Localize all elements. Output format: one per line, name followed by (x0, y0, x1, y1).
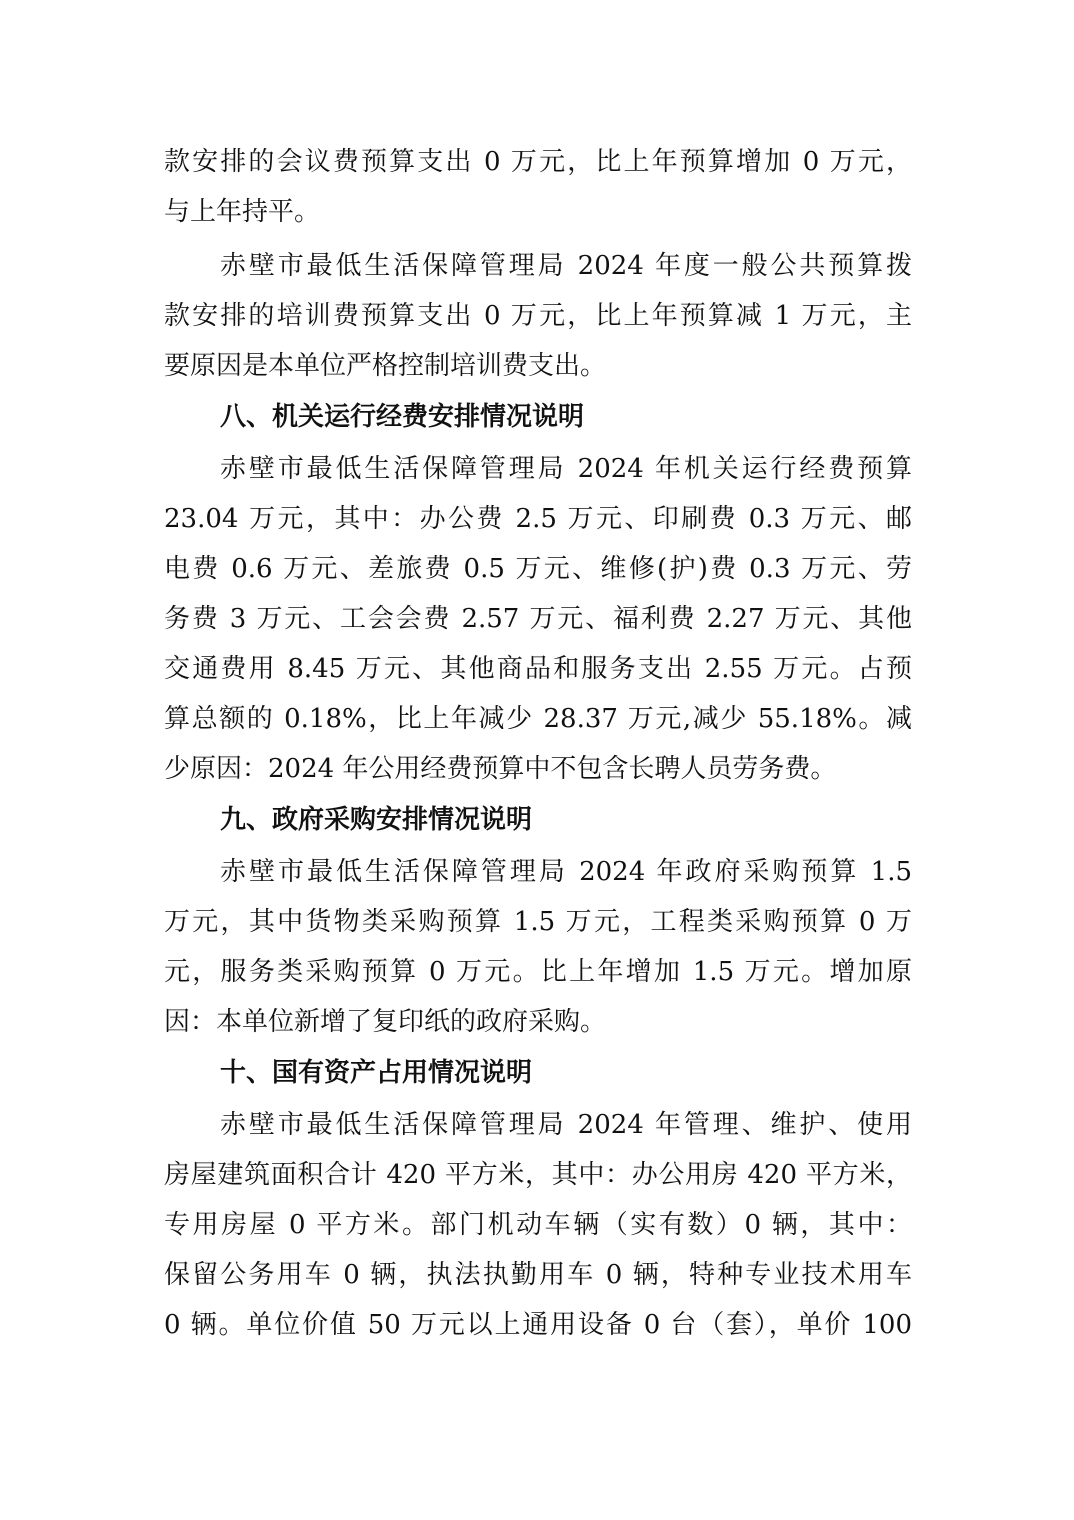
section-heading-operating-expenses: 八、机关运行经费安排情况说明 (220, 402, 585, 432)
paragraph-government-procurement (164, 847, 912, 1047)
text-line: 款安排的培训费预算支出 0 万元，比上年预算减 1 万元，主 (164, 301, 912, 331)
text-line: 少原因：2024 年公用经费预算中不包含长聘人员劳务费。 (164, 754, 837, 784)
text-line: 万元，其中货物类采购预算 1.5 万元，工程类采购预算 0 万 (164, 907, 912, 937)
text-line: 房屋建筑面积合计 420 平方米，其中：办公用房 420 平方米， (164, 1160, 912, 1190)
text-line: 算总额的 0.18%，比上年减少 28.37 万元,减少 55.18%。减 (164, 704, 912, 734)
text-line: 因：本单位新增了复印纸的政府采购。 (164, 1007, 607, 1037)
text-line: 电费 0.6 万元、差旅费 0.5 万元、维修(护)费 0.3 万元、劳 (164, 554, 912, 584)
text-line: 赤壁市最低生活保障管理局 2024 年管理、维护、使用 (220, 1110, 912, 1140)
text-line: 交通费用 8.45 万元、其他商品和服务支出 2.55 万元。占预 (164, 654, 912, 684)
paragraph-training-fee (164, 241, 912, 391)
text-line: 要原因是本单位严格控制培训费支出。 (164, 351, 607, 381)
text-line: 与上年持平。 (164, 197, 321, 227)
text-line: 款安排的会议费预算支出 0 万元，比上年预算增加 0 万元， (164, 147, 912, 177)
paragraph-meeting-fee (164, 137, 912, 237)
text-line: 务费 3 万元、工会会费 2.57 万元、福利费 2.27 万元、其他 (164, 604, 912, 634)
text-line: 元，服务类采购预算 0 万元。比上年增加 1.5 万元。增加原 (164, 957, 912, 987)
text-line: 赤壁市最低生活保障管理局 2024 年机关运行经费预算 (220, 454, 912, 484)
paragraph-operating-expenses (164, 444, 912, 794)
document-body (164, 137, 912, 1350)
section-heading-state-assets: 十、国有资产占用情况说明 (220, 1058, 533, 1088)
text-line: 23.04 万元，其中：办公费 2.5 万元、印刷费 0.3 万元、邮 (164, 504, 912, 534)
text-line: 专用房屋 0 平方米。部门机动车辆（实有数）0 辆，其中： (164, 1210, 912, 1240)
text-line: 赤壁市最低生活保障管理局 2024 年政府采购预算 1.5 (220, 857, 912, 887)
text-line: 0 辆。单位价值 50 万元以上通用设备 0 台（套），单价 100 (164, 1310, 912, 1340)
text-line: 保留公务用车 0 辆，执法执勤用车 0 辆，特种专业技术用车 (164, 1260, 912, 1290)
section-heading-government-procurement: 九、政府采购安排情况说明 (220, 805, 533, 835)
paragraph-state-assets (164, 1100, 912, 1350)
text-line: 赤壁市最低生活保障管理局 2024 年度一般公共预算拨 (220, 251, 912, 281)
